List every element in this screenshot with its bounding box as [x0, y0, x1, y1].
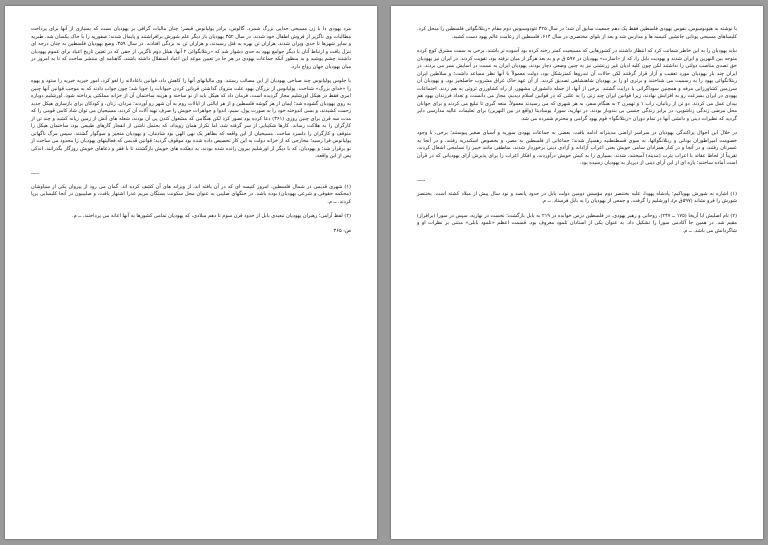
left-paragraph-1: مرد یهودی دا با زن مسیحی جدایی بزرگ شمرد. گالوس، برادر پولیانوس قیصر؛ چنان مالیات گزافی بر یهودیان بست که بسیاری از آنها برای پرداخت مطالبات وی ناگزیر از فروش اطفال خود شدند. در سال ۳۵۲ یهودیان بار دیگر علم شورش برافراشتند و پایمال شدند؛ صفوریه را با خاک یکسان شد، طبریه و سایر شهرها تا حدی ویران شدند، هزاران تن بهره به قتل رسیدند، و هزاران تن به بردگی افتادند. در سال ۳۵۹، وضع یهودیان فلسطین به چنان درجه ای تنزل یافت و ارتباط آنان با دیگر جوامع یهود به حدی دشوار شد که «ربتلانگوائی ۲ آنها، هیلل دوم ناگزیر، از حقی که در تعیین تاریخ اعیاد برای عموم یهودیان داشتند چشم پوشید و به منظور آنکه جماعات یهودی در هر جا در تعیین موعد این اعیاد استقلال داشته باشند، گاهنامه ای منتشر ساخت که تا به امروز در میان یهودیان جهان رواج دارد.	[31, 26, 351, 70]
left-page-content	[31, 26, 351, 529]
left-page	[5, 6, 377, 539]
left-footnote-1: (۱) شهری قدیمی در شمال فلسطین. امروز کنیسه ای که در آن یافته اند، از ویرانه های آن کشف کرده اند. گمان می رود از پیروان یکی از سیاوشان (محکمه حقوقی و شرعی یهودیان) بوده باشد. در جنگهای صلیبی به عنوان محل سکونت بستگان مریم عذرا اشتهار یافت، و صلیبیون در آنجا کلیسایی برپا کردند. ــ م.	[31, 183, 351, 205]
right-paragraph-3: در خلال این احوال پراکندگی یهودیان در سراسر اراضی مدیترانه ادامه یافت. بعضی به جماعات یهودی سوریه و آسیای صغیر پیوستند؛ برخی، با وجود خصومت امپراطوران یونانی و ربتلانگوائها، به سوی قسطنطنیه رهسپار شدند؛ جماعاتی از فلسطین به مصر، و بخصوص اسکندریه رفتند، و در آنجا به عسرتان رفتند، و در آنجا و در کنار همزادان سامی خویش یعنی اعراب آزادانه و آزادی دینی برخوردار شدند، مناطقی مانند خیبر را تسامحی اشغال کردند، تقریباً از لحاظ عقائد با اعراب یثرب (مدینه) آمیختند، شدند. بسیاری را به کیش خویش درآوردند، و افکار اعراب را برای پذیرش آرای یهودیانی که در قرآن است آماده ساختند؛ یاره ای از این آرای دینی از دیرباز به یهودیان رسیده بود.	[417, 130, 737, 166]
page-number: ص: ۴۶۵	[333, 227, 351, 234]
left-footnote-2: (۲) لفظ آرامی؛ رهبران یهودیان تبعیدی بابل از حدود قرن سوم تا دهم میلادی، که یهودیان تمامی کشورها به آنها اعانه می پرداختند. ــ م.	[72, 213, 351, 219]
right-footnote-2: (۲) نام اصلیش ابا آریخا (۱۷۵ ــ ۲۴۷)، روحانی و رهبر یهودی. در فلسطین درس خوانده در ۲۱۹ به بابل بازگشت؛ نخست در نهاریه، سپس در سورا (برافراز) مقیم شد. در همین جا آکادمی سورا را تشکیل داد. به عنوان یکی از استادان تلمود معروف بود. قسمت اعظم «تلمود بابلی» مبتنی بر نظرات او و شاگردانش می باشد. ــ م.	[417, 212, 737, 234]
right-paragraph-1: با نوشته به هیونوسوس، نفوس یهودی فلسطین فقط یک دهم جمعیت سابق آن شد؛ در سال ۴۲۵ تئودوسیوس دوم مقام «ربتلانگوائی فلسطین را منحل کرد. کلیساهای مسیحی یونانی جانشین کنیسه ها و مدارس شد و بعد از بلوای مختصری در سال ۶۱۴، فلسطین از زعامت عالم یهود دست کشید.	[417, 26, 737, 40]
right-page	[391, 6, 763, 539]
footnote-separator: ----	[31, 169, 40, 177]
right-footnote-1: (۱) اشاره به شورش یهویاکیم؛ پادشاه یهودا، علیه بختنصر دوم مؤسس دومین دولت بابل در حدود پانصد و نود سال پیش از میلاد کشته است. بختنصر شورش را فرو نشاند (۵۹۷ق م)، اورشلیم را گرفت، و جمعی از یهودیان را به بابل فرستاد. ــ م.	[417, 190, 737, 204]
footnote-separator: ----	[417, 176, 426, 184]
right-page-content	[417, 26, 737, 529]
left-paragraph-2: با جلوس پولیانوس چند صباحی یهودیان از این مصائب رستند. وی مالیاتهای آنها را کاهش داد، قوانین ناعادلانه را لغو کرد، امور خیریه خیریه را ستود و یهوه را «خدای بزرگ» شناخت. پولیانوس از بزرگان یهود علت متروک گذاشتن قربانی کردن حیوانات را جویا شد؛ چون جواب دادند که به موجب قوانین آنها چنین امری فقط در هیکل اورشلیم مجاز گردیده است، فرمان داد که هیکل باید از نو ساخته و هزینه ساختمان آن از خزانه مملکتی پرداخته شود. اورشلیم دوباره به روی یهودیان گشوده شد؛ ایمان از هر گوشه فلسطین و از هر ایالتی از ایالات روم به آن شهر رو آوردند؛ مردان، زنان، و کودکان برای بازسازی هیکل جدید زحمت کشیدند، و بسی اندوخته خود را به صورت پول، سیم، اندوا و جواهرات خویش را صرف تهیه آلات آن کردند. مسیحیان می توان شاد کامی قومی را که مدت سه قرن برای چنین روزی (۳۶۱) دعا کرده بود تصور کرد لکن هنگامی که مشغول کندن پی آن بودند، شعله های آتش از زمین زبانه کشید و چند تن از کارگران را به هلاکت رساند. کارها شکیبایی از سر گرفته شد، اما تکرار همان رویداد، که بحتمل ناشی از انفجار گازهای طبیعی بود، ساختمان هیکل را متوقف و کارگران را دلسرد ساخت. مسیحیان از این واقعه که بظاهر یک نهی الهی بود شادمان، و یهودیان متحیر و سوگوار گشتند. سپس مرگ ناگهانی پولیانوس فرا رسید؛ مخارجی که از خزانه دولت به این کار تخصیص داده شده بود موقوف گردید؛ قوانین قدیمی که فعالیتهای یهودیان را محدود می ساخت از نو برقرار شد؛ و یهودیان، که با دیگر از اورشلیم بیرون رانده شده بودند، به دهکده های خویش بازگشتند تا با فقر و دعاهای خویش روزگار بگذرانند. اندکی پس از این واقعه،	[31, 78, 351, 159]
right-paragraph-2: نباید یهودیان را به این خاطر شماتت کرد که انتظار داشتند در کشورهایی که مسیحیت کمتر رخنه کرده بود آسوده تر باشند. برخی به سمت مشرق کوچ کرده متوجه بین النهرین و ایران شدند و یهودیت بابل را، که از «اسارت» یهودیان در ۵۹۷ ق م و به بعد هرگز از میان نرفته بود، تقویت کردند. در ایران نیز یهودیان حق تصدی مناصب دولتی را نداشتند لکن چون کلیه ادیان غیر زرتشتی نیز به چنین وضعی دچار بودند، یهودیان ایران به نسبت در آسایش بسر می بردند. در ایران چند بار یهودیان مورد تعقیب و آزار قرار گرفتند لکن حالات آن تندروها کمترشکل بود، دولت معمولاً با آنها نظر مساعد داشت؛ و سلاطین ایران ربتلانگوائی یهود را به رسمیت می شناختند و برتری او را بر یهودیان شاهنشاهی تصدیق کردند. از آن عهد خاک عراق مشروب حاصلخیز بود، و یهودیان آن سرزمین کشاورزانی مرفه و همچنین سوداگرانی با درایت گشتند. برخی از آنها، از جمله دانشوران مشهور، از راه کشاورزی ثروتی به هم زدند. اجتماعات یهودی در ایران بسرعت رو به افزایش نهادند، زیرا قوانین ایران چند زنی را به علتی که در قوانین اسلام دیدیم، مجاز می دانست، و تعداد فرزندان یهود هم بیدان عمل می کردند. دو تن از ربانیان، راب ۱ و نهمرن ۲ به هنگام سفر، به هر شهری که می رسیدند معمولاً، متعه گیری تا تبلیغ می کردند و برای جوانان محل مرضی زندگی زناشویی، در برابر زندگی جنسی بی بندوبار بودند. در نهاریه، سورا، پومبادیتا (واقع در بین النهرین) برای تعلیمات عالیه مدارسی دایر گردید که نظیرات دینی و دانشی آنها در تمام دوران «ربتلانگوا» قوم یهود گرامی و محترم شمرده می شد.	[417, 48, 738, 122]
